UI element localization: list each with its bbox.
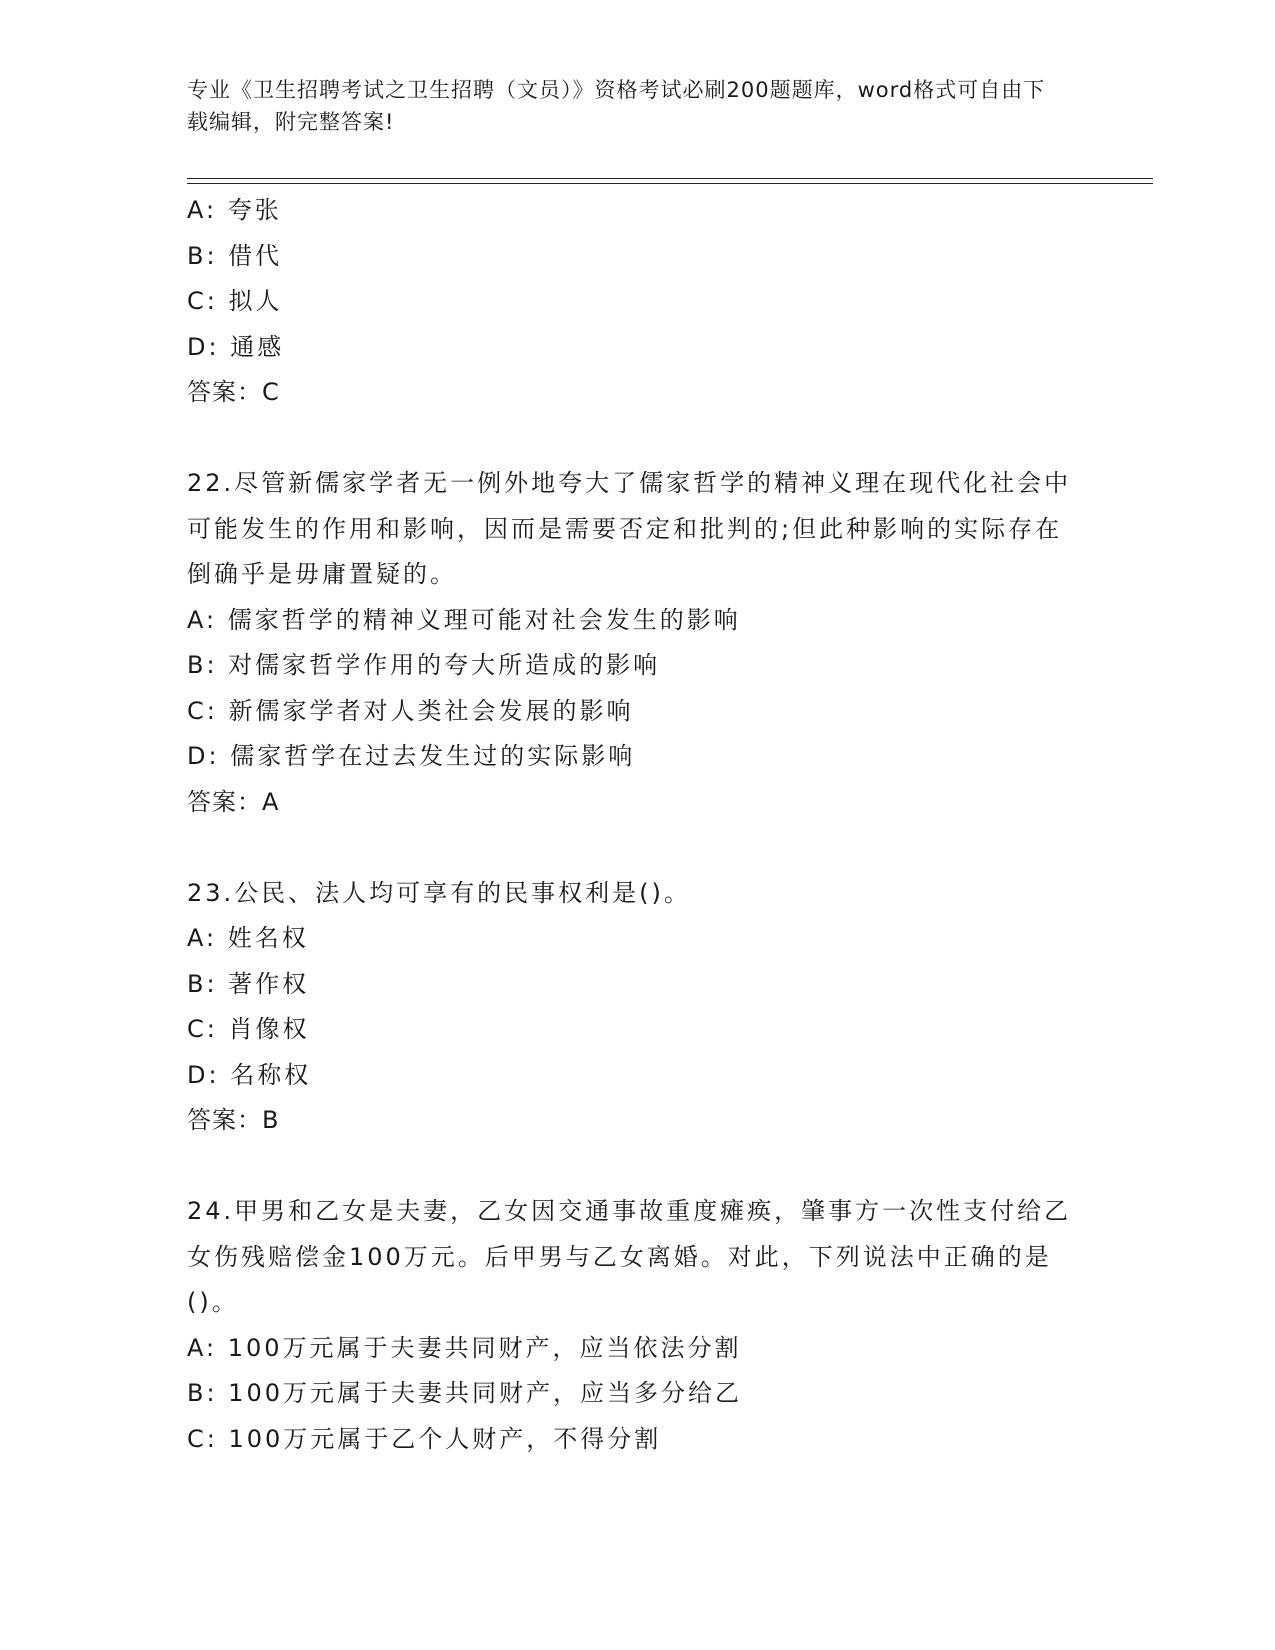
option-c: C: 肖像权 <box>187 1015 310 1043</box>
question-21 <box>187 188 1087 416</box>
option-a: A: 儒家哲学的精神义理可能对社会发生的影响 <box>187 605 741 634</box>
answer: 答案：A <box>187 787 280 816</box>
option-b: B: 著作权 <box>187 969 310 998</box>
answer: 答案：C <box>187 378 280 406</box>
question-22 <box>187 461 1087 825</box>
question-spacer <box>187 825 1087 871</box>
option-d: D: 名称权 <box>187 1060 312 1089</box>
option-d: D: 儒家哲学在过去发生过的实际影响 <box>187 742 636 770</box>
option-b: B: 对儒家哲学作用的夸大所造成的影响 <box>187 651 661 679</box>
option-c: C: 新儒家学者对人类社会发展的影响 <box>187 696 634 725</box>
question-spacer <box>187 1144 1087 1190</box>
option-a: A: 姓名权 <box>187 924 309 952</box>
header-rule-top <box>187 178 1153 179</box>
question-list <box>187 188 1087 1462</box>
option-a: A: 夸张 <box>187 196 282 224</box>
question-23 <box>187 871 1087 1144</box>
option-a: A: 100万元属于夫妻共同财产，应当依法分割 <box>187 1333 742 1362</box>
question-24 <box>187 1189 1087 1462</box>
header-rule-bottom <box>187 183 1153 184</box>
answer: 答案：B <box>187 1106 280 1134</box>
option-b: B: 借代 <box>187 241 283 270</box>
question-stem: 23.公民、法人均可享有的民事权利是()。 <box>187 878 691 907</box>
question-stem: 24.甲男和乙女是夫妻，乙女因交通事故重度瘫痪，肇事方一次性支付给乙女伤残赔偿金100万元。后甲男与乙女离婚。对此，下列说法中正确的是()。 <box>187 1197 1072 1316</box>
document-header: 专业《卫生招聘考试之卫生招聘（文员）》资格考试必刷200题题库，word格式可自由下载编辑，附完整答案! <box>187 78 1046 134</box>
option-d: D: 通感 <box>187 332 285 361</box>
option-c: C: 100万元属于乙个人财产，不得分割 <box>187 1424 662 1453</box>
question-stem: 22.尽管新儒家学者无一例外地夸大了儒家哲学的精神义理在现代化社会中可能发生的作用和影响，因而是需要否定和批判的;但此种影响的实际存在倒确乎是毋庸置疑的。 <box>187 469 1072 588</box>
option-c: C: 拟人 <box>187 287 283 315</box>
option-b: B: 100万元属于夫妻共同财产，应当多分给乙 <box>187 1379 742 1407</box>
question-spacer <box>187 416 1087 462</box>
